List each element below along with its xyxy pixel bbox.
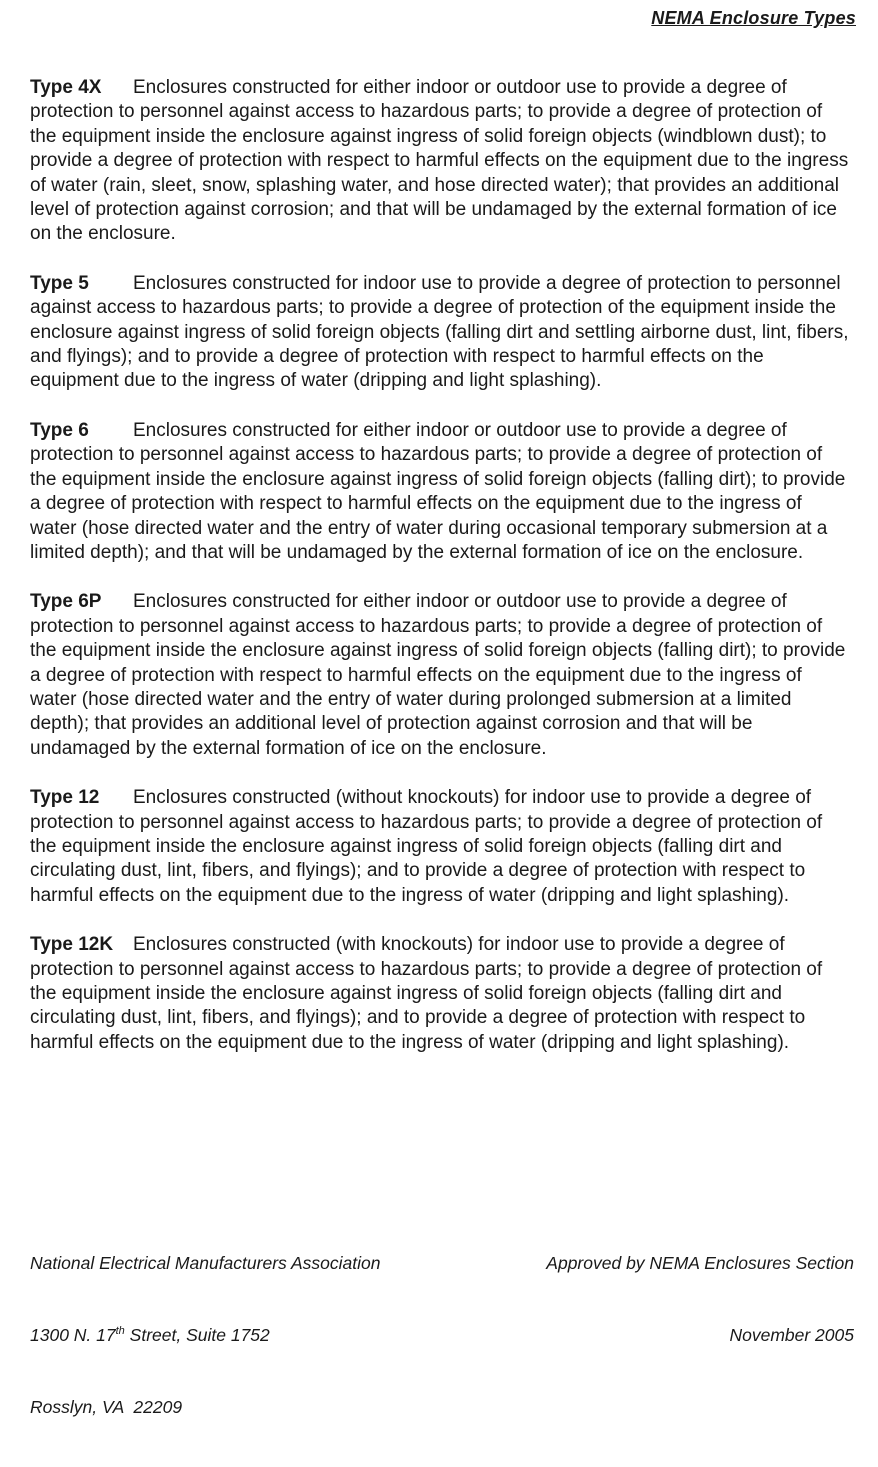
footer-publisher-block [30,1203,380,1467]
paragraph-type-5 [30,272,852,394]
paragraph-type-12 [30,786,852,908]
type-label: Type 12 [30,787,100,809]
paragraph-type-6 [30,419,852,565]
paragraph-type-4x [30,76,852,247]
footer-approval-block [546,1203,854,1467]
type-label: Type 5 [30,272,89,294]
type-label: Type 6 [30,419,89,441]
footer-address-post: Street, Suite 1752 [124,1325,270,1345]
footer-org-name: National Electrical Manufacturers Association [30,1253,381,1273]
type-label: Type 4X [30,77,102,98]
running-header-title: NEMA Enclosure Types [651,8,856,28]
page-footer [30,1203,854,1467]
footer-city-line: Rosslyn, VA 22209 [30,1397,183,1417]
type-description: Enclosures constructed for either indoor or outdoor use to provide a degree of protection to personnel against access to hazardous parts; to provide a degree of protection of the equipment inside the enclosure against ingress of solid foreign objects (falling dirt); to provide a degree of protection with respect to harmful effects on the equipment due to the ingress of water (hose directed water and the entry of water during occasional temporary submersion at a limited depth); and that will be undamaged by the external formation of ice on the enclosure. [30,419,846,563]
footer-address-line [30,1323,380,1347]
footer-address-pre: 1300 N. 17 [30,1325,116,1345]
type-description: Enclosures constructed (with knockouts) for indoor use to provide a degree of protection to personnel against access to hazardous parts; to provide a degree of protection of the equipment inside the enclosure against ingress of solid foreign objects (falling dirt and circulating dust, lint, fibers, and flyings); and to provide a degree of protection with respect to harmful effects on the equipment due to the ingress of water (dripping and light splashing). [30,934,823,1053]
footer-date-line: November 2005 [729,1325,854,1345]
footer-address-ordinal: th [115,1325,125,1338]
footer-approved-line: Approved by NEMA Enclosures Section [546,1253,854,1273]
type-description: Enclosures constructed (without knockouts) for indoor use to provide a degree of protection to personnel against access to hazardous parts; to provide a degree of protection of the equipment inside the enclosure against ingress of solid foreign objects (falling dirt and circulating dust, lint, fibers, and flyings); and to provide a degree of protection with respect to harmful effects on the equipment due to the ingress of water (dripping and light splashing). [30,787,823,906]
type-label: Type 6P [30,591,102,613]
type-description: Enclosures constructed for either indoor or outdoor use to provide a degree of protection to personnel against access to hazardous parts; to provide a degree of protection of the equipment inside the enclosure against ingress of solid foreign objects (falling dirt); to provide a degree of protection with respect to harmful effects on the equipment due to the ingress of water (hose directed water and the entry of water during prolonged submersion at a limited depth); that provides an additional level of protection against corrosion and that will be undamaged by the external formation of ice on the enclosure. [30,591,846,759]
type-label: Type 12K [30,934,114,956]
paragraph-type-6p [30,590,852,761]
type-description: Enclosures constructed for either indoor or outdoor use to provide a degree of protection to personnel against access to hazardous parts; to provide a degree of protection of the equipment inside the enclosure against ingress of solid foreign objects (windblown dust); to provide a degree of protection with respect to harmful effects on the equipment due to the ingress of water (rain, sleet, snow, splashing water, and hose directed water); that provides an additional level of protection against corrosion; and that will be undamaged by the external formation of ice on the enclosure. [30,77,849,245]
paragraph-type-12k [30,933,852,1055]
type-description: Enclosures constructed for indoor use to provide a degree of protection to personnel against access to hazardous parts; to provide a degree of protection of the equipment inside the enclosure against ingress of solid foreign objects (falling dirt and settling airborne dust, lint, fibers, and flyings); and to provide a degree of protection with respect to harmful effects on the equipment due to the ingress of water (dripping and light splashing). [30,272,849,392]
document-body [30,76,852,1080]
